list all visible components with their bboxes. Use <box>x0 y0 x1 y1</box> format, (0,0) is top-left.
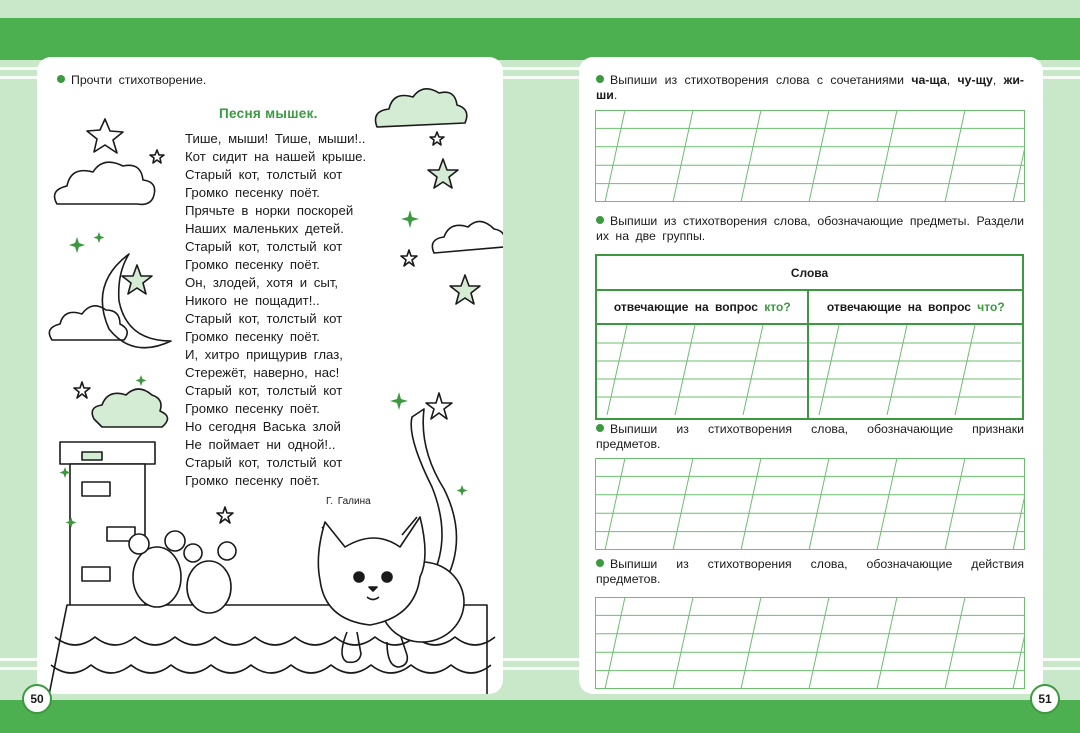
poem-line: Никого не пощадит!.. <box>185 293 320 308</box>
poem-line: Старый кот, толстый кот <box>185 383 343 398</box>
star-icon <box>74 382 90 398</box>
page-number-right: 51 <box>1030 684 1060 714</box>
mouse-icon <box>133 547 181 607</box>
poem-line: Громко песенку поёт. <box>185 329 320 344</box>
bullet-icon <box>596 216 604 224</box>
task-attributes: Выпиши из стихотворения слова, обозначающие признаки предметов. <box>596 422 1024 451</box>
cloud-icon <box>376 89 467 127</box>
star-icon <box>87 119 123 153</box>
cloud-icon <box>92 389 167 427</box>
poem-line: Тише, мыши! Тише, мыши!.. <box>185 131 366 146</box>
top-band <box>0 0 1080 18</box>
poem-line: Стережёт, наверно, нас! <box>185 365 340 380</box>
illustration <box>37 57 503 694</box>
poem-line: Громко песенку поёт. <box>185 473 320 488</box>
header-band <box>0 18 1080 60</box>
poem-line: Но сегодня Васька злой <box>185 419 341 434</box>
star-icon <box>428 159 458 188</box>
star-icon <box>430 132 444 145</box>
poem-line: Наших маленьких детей. <box>185 221 344 236</box>
task-combinations: Выпиши из стихотворения слова с сочетаниями ча-ща, чу-щу, жи-ши. <box>596 73 1024 102</box>
cloud-icon <box>55 162 155 204</box>
read-instruction: Прочти стихотворение. <box>57 73 206 88</box>
poem-line: Кот сидит на нашей крыше. <box>185 149 367 164</box>
poem-line: Громко песенку поёт. <box>185 401 320 416</box>
poem-author: Г. Галина <box>326 496 371 507</box>
page-number-left: 50 <box>22 684 52 714</box>
cloud-icon <box>432 221 503 253</box>
task-actions: Выпиши из стихотворения слова, обозначающие действия предметов. <box>596 557 1024 586</box>
answer-cell-what[interactable] <box>808 324 1023 419</box>
star-icon <box>122 265 152 294</box>
star-icon <box>450 275 480 304</box>
column-who: отвечающие на вопрос кто? <box>596 290 808 324</box>
star-icon <box>426 393 452 419</box>
writing-lines-1[interactable] <box>595 110 1025 202</box>
task-nouns: Выпиши из стихотворения слова, обозначающие предметы. Раздели их на две группы. <box>596 214 1024 243</box>
table-title: Слова <box>596 255 1023 290</box>
poem-line: Старый кот, толстый кот <box>185 239 343 254</box>
poem-line: Он, злодей, хотя и сыт, <box>185 275 339 290</box>
poem-line: Старый кот, толстый кот <box>185 311 343 326</box>
poem-title: Песня мышек. <box>219 106 318 121</box>
poem-line: И, хитро прищурив глаз, <box>185 347 343 362</box>
writing-lines-3[interactable] <box>595 458 1025 550</box>
answer-cell-who[interactable] <box>596 324 808 419</box>
column-what: отвечающие на вопрос что? <box>808 290 1023 324</box>
poem-line: Громко песенку поёт. <box>185 257 320 272</box>
poem-line: Прячьте в норки поскорей <box>185 203 354 218</box>
cloud-icon <box>49 306 127 340</box>
star-icon <box>401 250 417 266</box>
poem-line: Громко песенку поёт. <box>185 185 320 200</box>
footer-band <box>0 700 1080 733</box>
star-icon <box>217 507 233 523</box>
poem-line: Старый кот, толстый кот <box>185 455 343 470</box>
poem-line: Старый кот, толстый кот <box>185 167 343 182</box>
bullet-icon <box>596 75 604 83</box>
poem-line: Не поймает ни одной!.. <box>185 437 336 452</box>
star-icon <box>150 150 164 163</box>
bullet-icon <box>596 424 604 432</box>
bullet-icon <box>596 559 604 567</box>
mouse-icon <box>187 561 231 613</box>
words-table <box>595 254 1024 420</box>
writing-lines-4[interactable] <box>595 597 1025 689</box>
